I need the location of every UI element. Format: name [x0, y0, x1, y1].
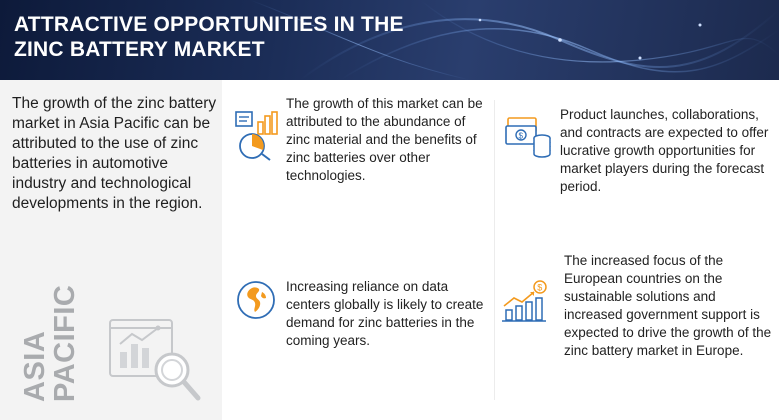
page-title: ATTRACTIVE OPPORTUNITIES IN THE ZINC BATTERY MARKET: [14, 13, 404, 61]
globe-icon: [234, 278, 278, 322]
region-summary-text: The growth of the zinc battery market in Asia Pacific can be attributed to the use of zinc batteries in automotive industry and technological developments in the region.: [12, 95, 217, 212]
svg-text:$: $: [537, 282, 543, 293]
region-label: ASIA PACIFIC: [19, 284, 81, 402]
column-divider: [494, 100, 495, 400]
opportunity-text-4: The increased focus of the European countries on the sustainable solutions and increased government support is expected to drive the growth of the zinc battery market in Europe.: [564, 253, 772, 358]
opportunity-text-1: The growth of this market can be attributed to the abundance of zinc material and the benefits of zinc batteries over other technologies.: [286, 96, 483, 183]
header-banner: [0, 0, 779, 80]
svg-text:$: $: [518, 131, 523, 141]
opportunity-text-2: Product launches, collaborations, and contracts are expected to offer lucrative growth opportunities for market players during the forecast period.: [560, 107, 769, 194]
growth-bar-chart-icon: [500, 280, 550, 324]
opportunity-text-3: Increasing reliance on data centers globally is likely to create demand for zinc batteries in the coming years.: [286, 279, 484, 348]
analytics-magnifier-icon: [106, 314, 202, 404]
money-coins-icon: [504, 112, 552, 162]
zinc-material-chart-icon: [232, 108, 282, 164]
